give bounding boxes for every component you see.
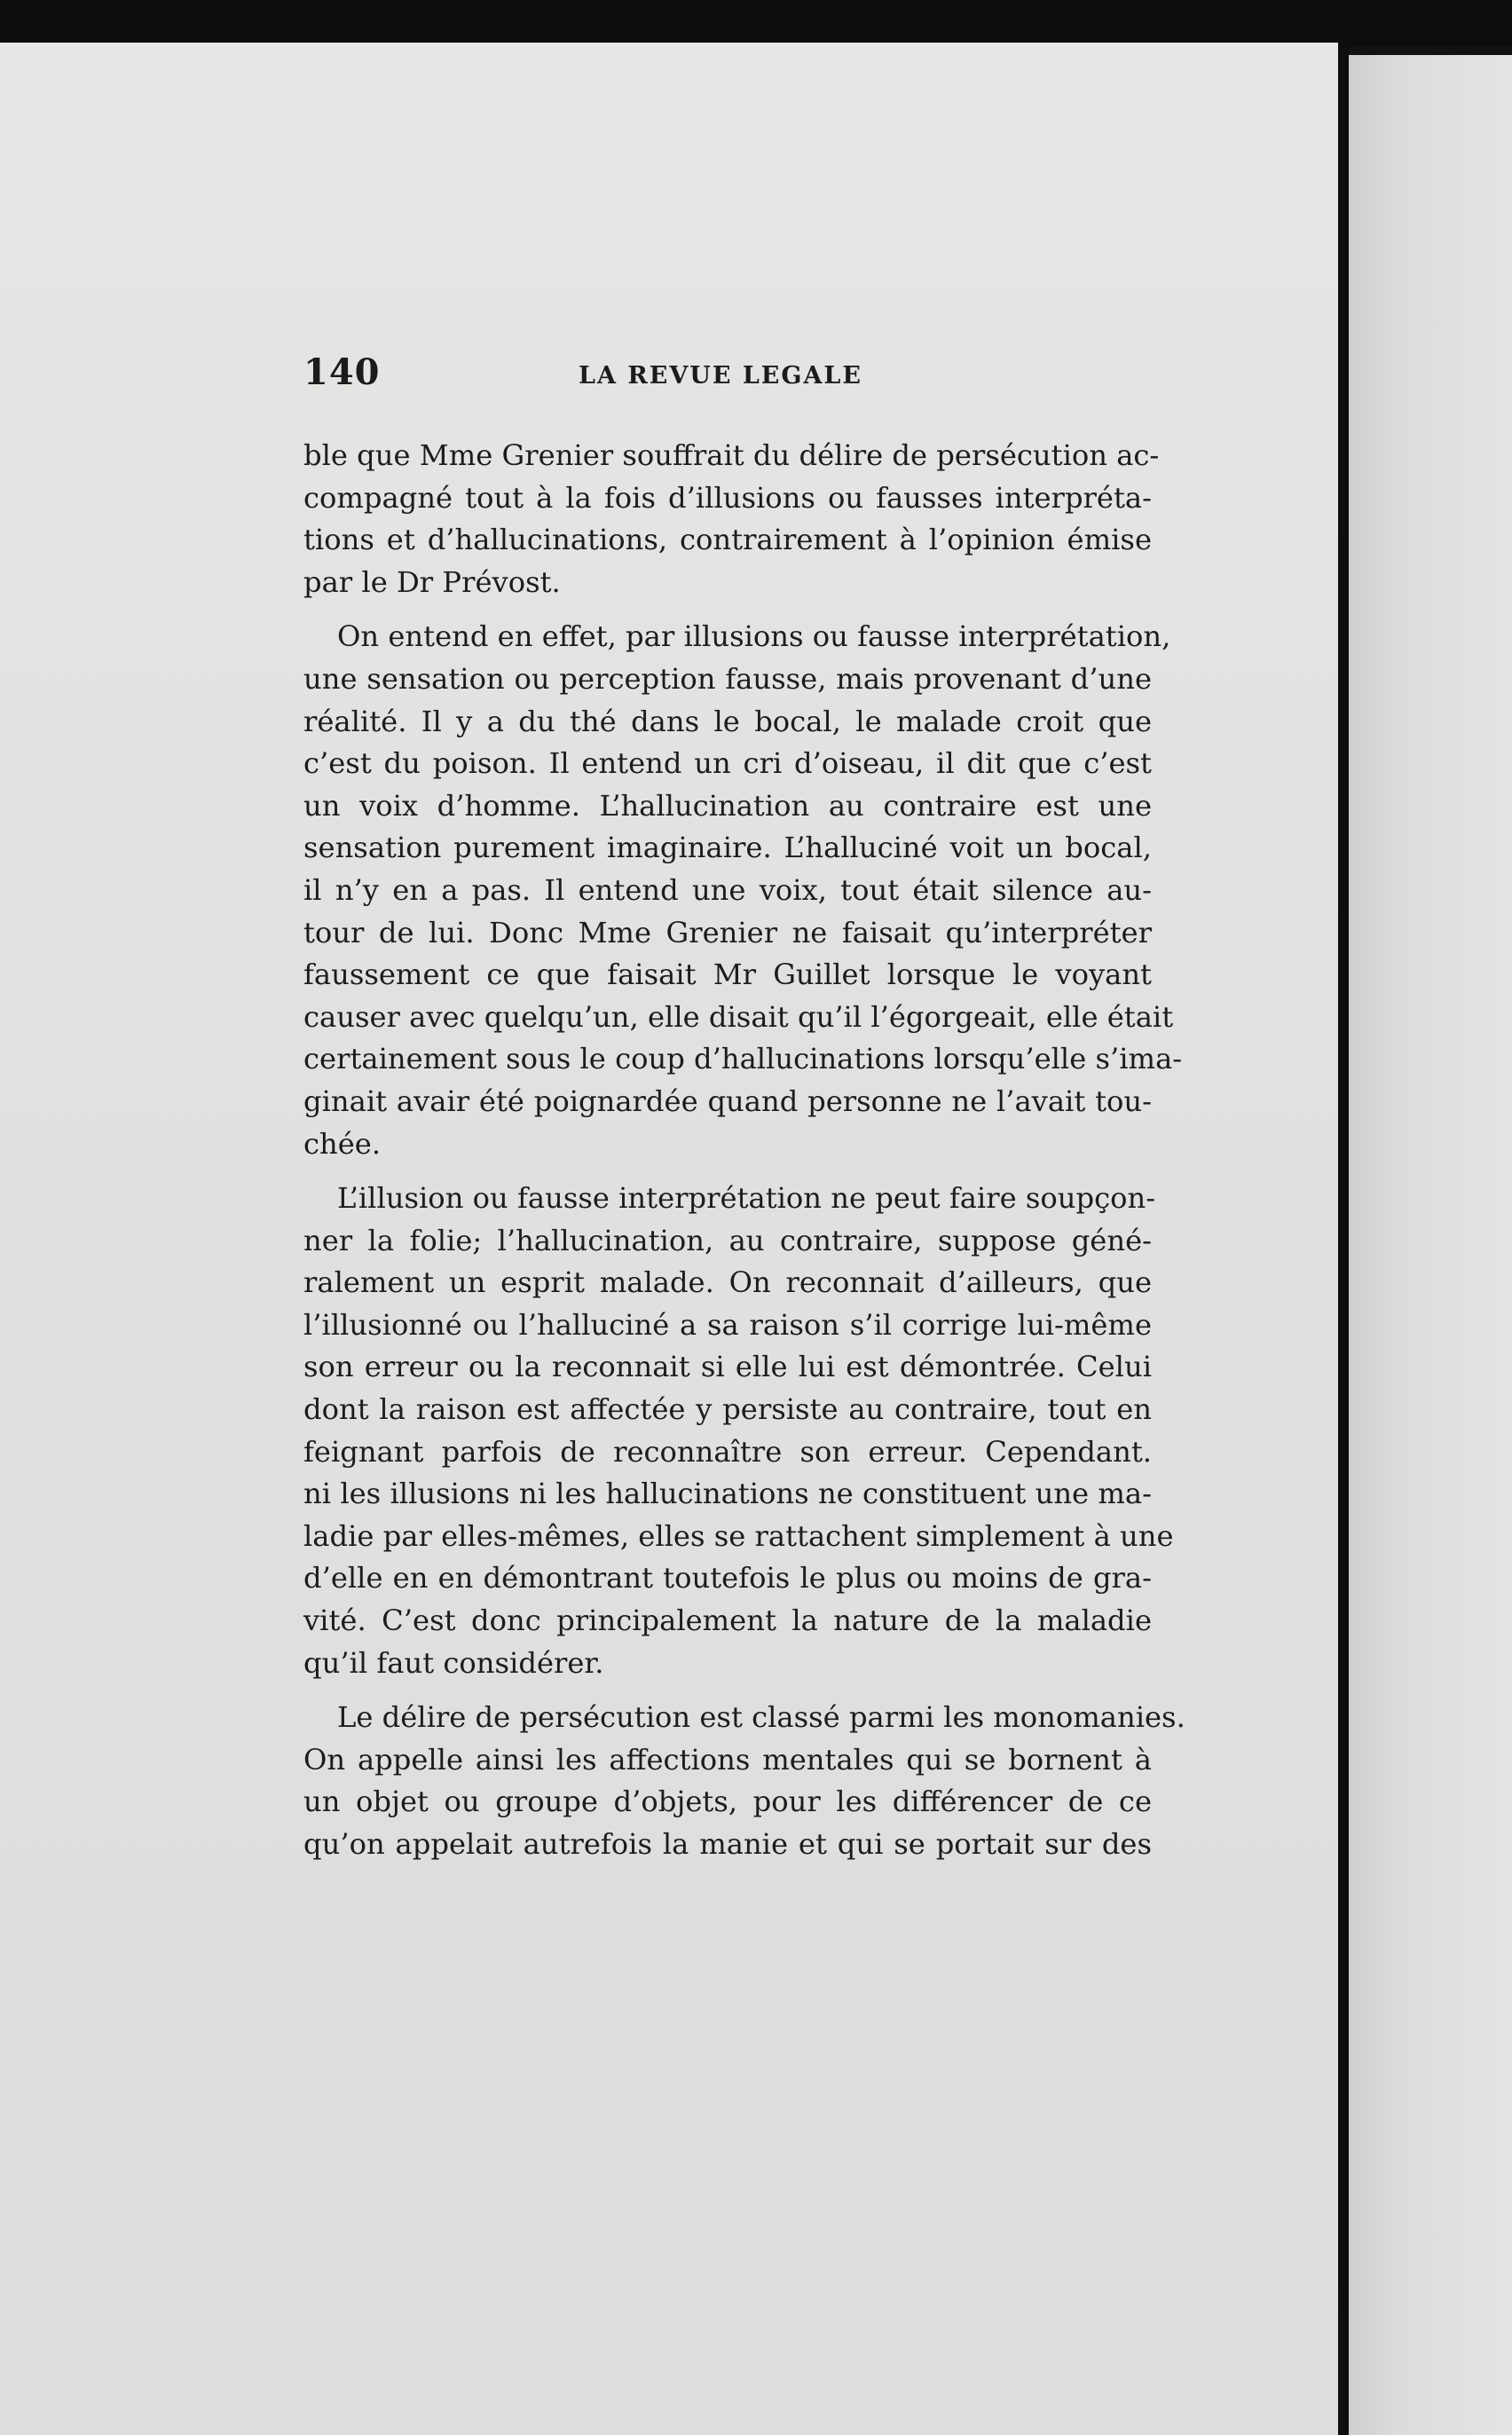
text-line: c’est du poison. Il entend un cri d’oiseau, il dit que c’est xyxy=(303,746,1152,781)
page-number: 140 xyxy=(303,351,381,393)
paragraph xyxy=(303,616,1183,1165)
paragraph xyxy=(303,1697,1185,1865)
text-line: d’elle en en démontrant toutefois le plus ou moins de gra- xyxy=(303,1561,1152,1596)
text-line: faussement ce que faisait Mr Guillet lorsque le voyant xyxy=(303,957,1152,992)
text-line: feignant parfois de reconnaître son erreur. Cependant. xyxy=(303,1434,1152,1469)
text-line: qu’il faut considérer. xyxy=(303,1645,604,1680)
page-header xyxy=(303,351,1152,405)
text-line: ble que Mme Grenier souffrait du délire de persécution ac- xyxy=(303,438,1160,472)
text-line: On appelle ainsi les affections mentales qui se bornent à xyxy=(303,1742,1152,1777)
text-line: un voix d’homme. L’hallucination au contraire est une xyxy=(303,788,1152,823)
text-line: il n’y en a pas. Il entend une voix, tout était silence au- xyxy=(303,872,1152,907)
adjacent-page-edge xyxy=(1349,55,1512,2435)
text-line: qu’on appelait autrefois la manie et qui se portait sur des xyxy=(303,1827,1152,1861)
text-line: l’illusionné ou l’halluciné a sa raison s’il corrige lui-même xyxy=(303,1307,1152,1342)
text-line: causer avec quelqu’un, elle disait qu’il l’égorgeait, elle était xyxy=(303,999,1174,1034)
text-line: vité. C’est donc principalement la nature de la maladie xyxy=(303,1604,1152,1638)
text-line: tions et d’hallucinations, contrairement à l’opinion émise xyxy=(303,523,1152,557)
text-line: sensation purement imaginaire. L’halluciné voit un bocal, xyxy=(303,831,1152,865)
paragraph xyxy=(303,435,1160,603)
text-line: On entend en effet, par illusions ou fausse interprétation, xyxy=(337,619,1171,654)
text-line: ladie par elles-mêmes, elles se rattachent simplement à une xyxy=(303,1518,1174,1553)
text-line: ni les illusions ni les hallucinations ne constituent une ma- xyxy=(303,1477,1152,1511)
binding-gutter xyxy=(1338,35,1349,2435)
paragraph xyxy=(303,1178,1174,1684)
text-line: chée. xyxy=(303,1126,382,1161)
text-line: ner la folie; l’hallucination, au contraire, suppose géné- xyxy=(303,1223,1152,1257)
text-line: une sensation ou perception fausse, mais provenant d’une xyxy=(303,661,1152,696)
text-line: Le délire de persécution est classé parmi les monomanies. xyxy=(337,1700,1185,1735)
text-line: par le Dr Prévost. xyxy=(303,564,561,599)
body-text xyxy=(303,435,1185,1866)
text-line: certainement sous le coup d’hallucinations lorsqu’elle s’ima- xyxy=(303,1042,1183,1076)
text-line: L’illusion ou fausse interprétation ne peut faire soupçon- xyxy=(337,1181,1156,1216)
text-line: ginait avair été poignardée quand personne ne l’avait tou- xyxy=(303,1084,1152,1118)
text-line: dont la raison est affectée y persiste au contraire, tout en xyxy=(303,1392,1152,1427)
text-line: tour de lui. Donc Mme Grenier ne faisait qu’interpréter xyxy=(303,915,1152,950)
text-line: un objet ou groupe d’objets, pour les différencer de ce xyxy=(303,1785,1152,1819)
text-line: compagné tout à la fois d’illusions ou fausses interpréta- xyxy=(303,480,1152,515)
text-line: ralement un esprit malade. On reconnait d’ailleurs, que xyxy=(303,1265,1152,1300)
text-line: son erreur ou la reconnait si elle lui est démontrée. Celui xyxy=(303,1350,1152,1384)
scan-top-edge xyxy=(0,0,1512,46)
text-line: réalité. Il y a du thé dans le bocal, le malade croit que xyxy=(303,704,1152,738)
running-title: LA REVUE LEGALE xyxy=(579,362,862,390)
